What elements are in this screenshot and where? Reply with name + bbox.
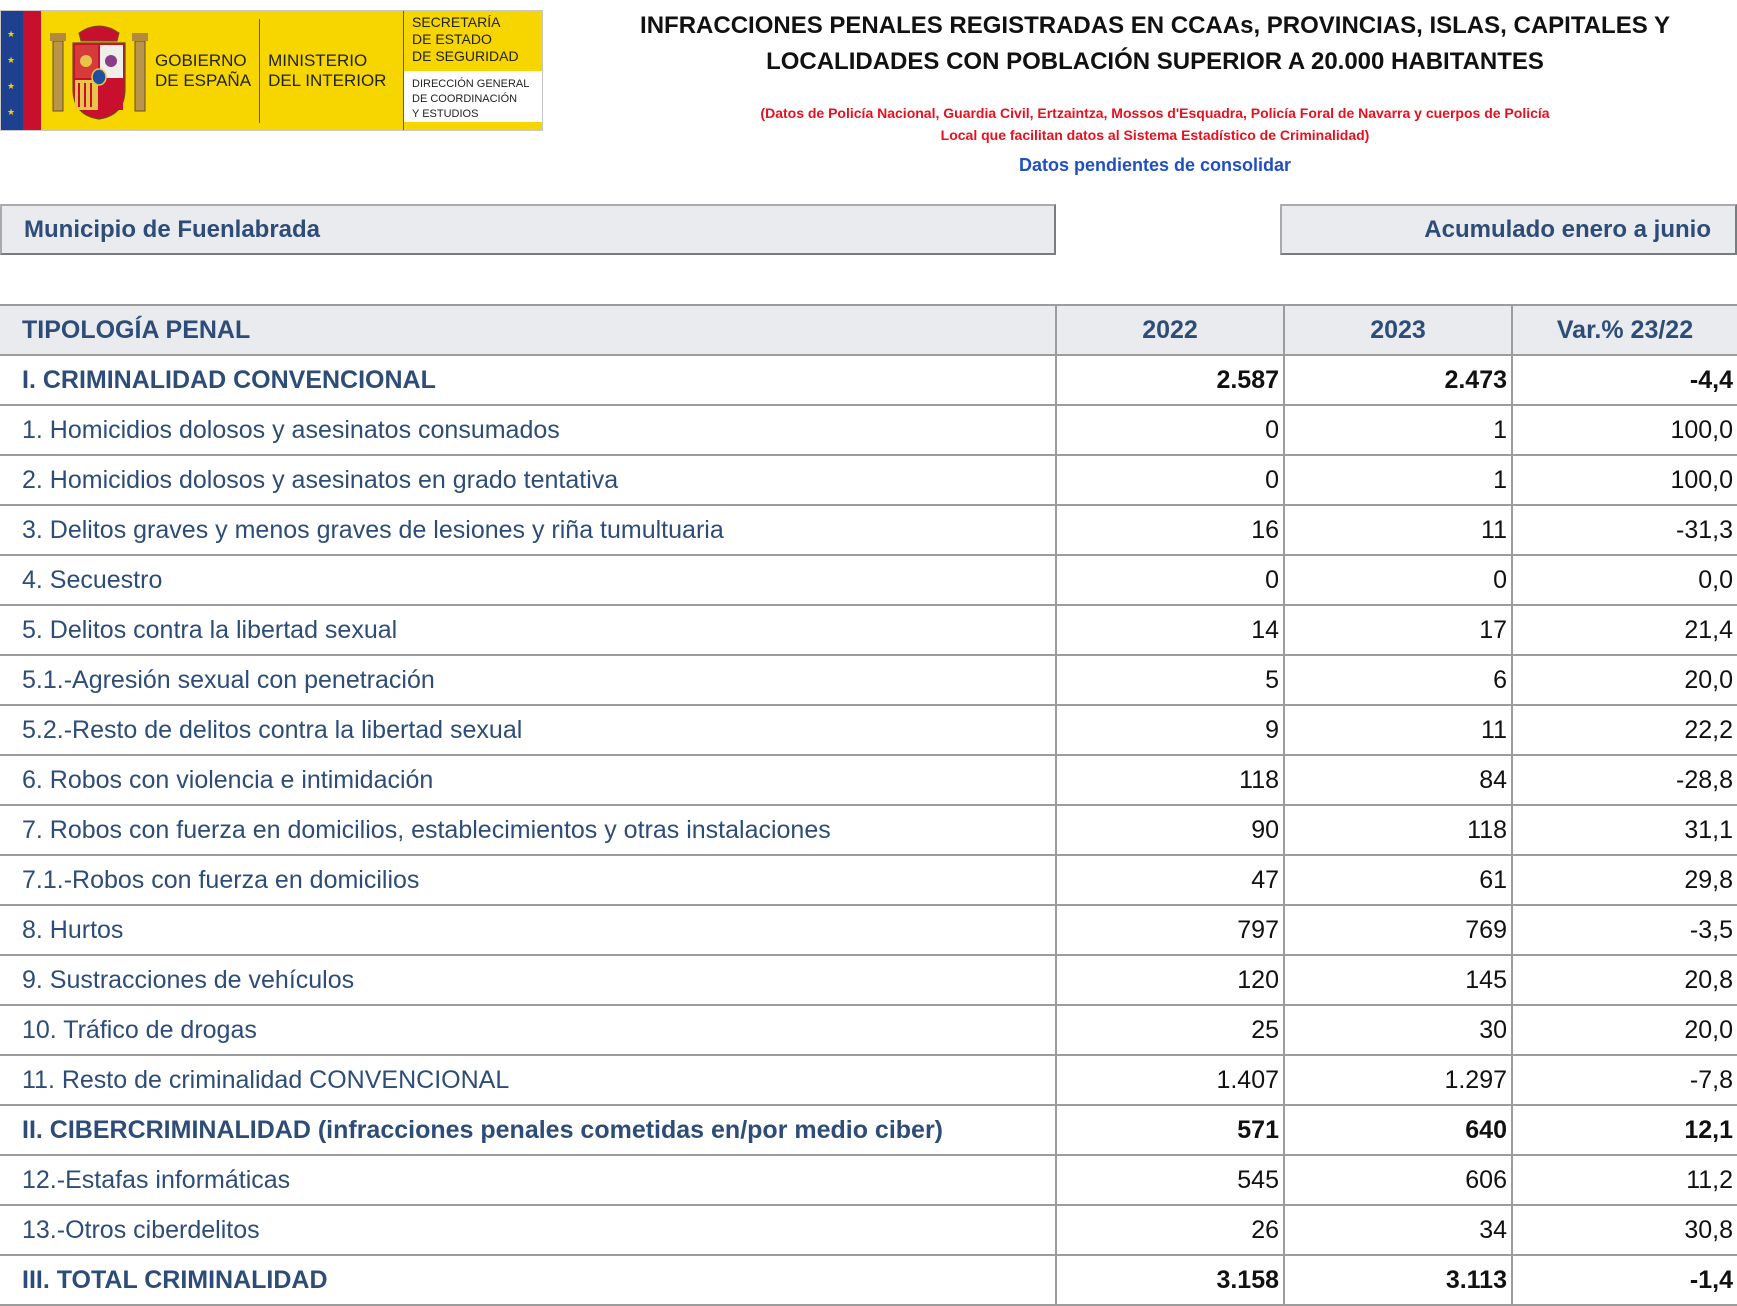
header-variation: Var.% 23/22 xyxy=(1512,305,1737,355)
header-tipologia: TIPOLOGÍA PENAL xyxy=(0,305,1056,355)
value-2022: 797 xyxy=(1056,905,1284,955)
value-2022: 545 xyxy=(1056,1155,1284,1205)
direccion-label: DIRECCIÓN GENERAL DE COORDINACIÓN Y ESTUDIOS xyxy=(404,71,542,122)
value-2022: 118 xyxy=(1056,755,1284,805)
value-variation: -7,8 xyxy=(1512,1055,1737,1105)
table-row xyxy=(0,1105,1737,1155)
row-label: 10. Tráfico de drogas xyxy=(0,1005,1056,1055)
crime-statistics-table xyxy=(0,304,1737,1306)
secretaria-block xyxy=(403,11,542,130)
value-2022: 0 xyxy=(1056,555,1284,605)
ministerio-label: MINISTERIO DEL INTERIOR xyxy=(259,19,394,123)
municipality-box: Municipio de Fuenlabrada xyxy=(0,204,1056,255)
data-sources-note: (Datos de Policía Nacional, Guardia Civil, Ertzaintza, Mossos d'Esquadra, Policía Foral de Navarra y cuerpos de Policía Local que facilitan datos al Sistema Estadístico de Criminalidad) xyxy=(760,105,1550,143)
header-2022: 2022 xyxy=(1056,305,1284,355)
value-2023: 30 xyxy=(1284,1005,1512,1055)
value-variation: 20,0 xyxy=(1512,1005,1737,1055)
table-row xyxy=(0,805,1737,855)
row-label: 11. Resto de criminalidad CONVENCIONAL xyxy=(0,1055,1056,1105)
row-label: 4. Secuestro xyxy=(0,555,1056,605)
row-label: 13.-Otros ciberdelitos xyxy=(0,1205,1056,1255)
value-2023: 34 xyxy=(1284,1205,1512,1255)
report-title: INFRACCIONES PENALES REGISTRADAS EN CCAAs, PROVINCIAS, ISLAS, CAPITALES Y LOCALIDADES CON POBLACIÓN SUPERIOR A 20.000 HABITANTES xyxy=(640,12,1670,75)
table-row xyxy=(0,405,1737,455)
value-2022: 0 xyxy=(1056,405,1284,455)
table-row xyxy=(0,1205,1737,1255)
value-2022: 120 xyxy=(1056,955,1284,1005)
value-variation: 30,8 xyxy=(1512,1205,1737,1255)
period-box: Acumulado enero a junio xyxy=(1280,204,1737,255)
value-2023: 11 xyxy=(1284,705,1512,755)
value-2023: 1.297 xyxy=(1284,1055,1512,1105)
row-label: 5.1.-Agresión sexual con penetración xyxy=(0,655,1056,705)
value-variation: -1,4 xyxy=(1512,1255,1737,1305)
value-2023: 3.113 xyxy=(1284,1255,1512,1305)
value-2022: 25 xyxy=(1056,1005,1284,1055)
row-label: 12.-Estafas informáticas xyxy=(0,1155,1056,1205)
secretaria-label: SECRETARÍA DE ESTADO DE SEGURIDAD xyxy=(412,14,519,64)
value-2022: 2.587 xyxy=(1056,355,1284,405)
table-row xyxy=(0,705,1737,755)
coat-of-arms-icon xyxy=(49,19,149,123)
row-label: II. CIBERCRIMINALIDAD (infracciones penales cometidas en/por medio ciber) xyxy=(0,1105,1056,1155)
value-2022: 3.158 xyxy=(1056,1255,1284,1305)
table-row xyxy=(0,1255,1737,1305)
value-2022: 0 xyxy=(1056,455,1284,505)
gobierno-label: GOBIERNO DE ESPAÑA xyxy=(155,50,252,90)
table-row xyxy=(0,905,1737,955)
table-row xyxy=(0,505,1737,555)
value-2022: 47 xyxy=(1056,855,1284,905)
table-row xyxy=(0,655,1737,705)
logo-yellow-block xyxy=(41,11,403,130)
header-2023: 2023 xyxy=(1284,305,1512,355)
value-2023: 6 xyxy=(1284,655,1512,705)
row-label: 3. Delitos graves y menos graves de lesiones y riña tumultuaria xyxy=(0,505,1056,555)
table-body xyxy=(0,355,1737,1305)
table-row xyxy=(0,1055,1737,1105)
table-row xyxy=(0,355,1737,405)
table-header-row xyxy=(0,305,1737,355)
table-row xyxy=(0,855,1737,905)
spain-flag-stripe xyxy=(23,11,41,130)
table-row xyxy=(0,455,1737,505)
value-2023: 1 xyxy=(1284,405,1512,455)
value-2023: 1 xyxy=(1284,455,1512,505)
value-2023: 0 xyxy=(1284,555,1512,605)
government-logo xyxy=(0,10,543,131)
row-label: 5.2.-Resto de delitos contra la libertad sexual xyxy=(0,705,1056,755)
value-2022: 9 xyxy=(1056,705,1284,755)
value-2023: 17 xyxy=(1284,605,1512,655)
table-row xyxy=(0,955,1737,1005)
row-label: 6. Robos con violencia e intimidación xyxy=(0,755,1056,805)
value-2023: 769 xyxy=(1284,905,1512,955)
row-label: 7.1.-Robos con fuerza en domicilios xyxy=(0,855,1056,905)
table-row xyxy=(0,1155,1737,1205)
value-variation: 20,8 xyxy=(1512,955,1737,1005)
value-variation: 11,2 xyxy=(1512,1155,1737,1205)
value-variation: 12,1 xyxy=(1512,1105,1737,1155)
value-variation: 0,0 xyxy=(1512,555,1737,605)
table-row xyxy=(0,605,1737,655)
value-variation: -31,3 xyxy=(1512,505,1737,555)
value-2023: 606 xyxy=(1284,1155,1512,1205)
value-variation: -4,4 xyxy=(1512,355,1737,405)
value-2022: 14 xyxy=(1056,605,1284,655)
table-row xyxy=(0,755,1737,805)
row-label: 7. Robos con fuerza en domicilios, establecimientos y otras instalaciones xyxy=(0,805,1056,855)
value-variation: 21,4 xyxy=(1512,605,1737,655)
value-2023: 84 xyxy=(1284,755,1512,805)
value-2022: 571 xyxy=(1056,1105,1284,1155)
value-2023: 11 xyxy=(1284,505,1512,555)
row-label: 9. Sustracciones de vehículos xyxy=(0,955,1056,1005)
row-label: 2. Homicidios dolosos y asesinatos en grado tentativa xyxy=(0,455,1056,505)
value-variation: 100,0 xyxy=(1512,405,1737,455)
value-variation: 100,0 xyxy=(1512,455,1737,505)
value-2022: 5 xyxy=(1056,655,1284,705)
value-2022: 90 xyxy=(1056,805,1284,855)
table-row xyxy=(0,1005,1737,1055)
value-variation: 22,2 xyxy=(1512,705,1737,755)
row-label: 8. Hurtos xyxy=(0,905,1056,955)
value-variation: 31,1 xyxy=(1512,805,1737,855)
value-variation: 29,8 xyxy=(1512,855,1737,905)
row-label: 1. Homicidios dolosos y asesinatos consumados xyxy=(0,405,1056,455)
value-variation: -28,8 xyxy=(1512,755,1737,805)
table-row xyxy=(0,555,1737,605)
eu-flag-icon: ★ ★ ★ ★ xyxy=(1,11,23,130)
row-label: 5. Delitos contra la libertad sexual xyxy=(0,605,1056,655)
value-2023: 145 xyxy=(1284,955,1512,1005)
pending-note: Datos pendientes de consolidar xyxy=(1018,155,1292,175)
value-2022: 16 xyxy=(1056,505,1284,555)
value-2022: 1.407 xyxy=(1056,1055,1284,1105)
value-2023: 640 xyxy=(1284,1105,1512,1155)
value-2023: 61 xyxy=(1284,855,1512,905)
row-label: I. CRIMINALIDAD CONVENCIONAL xyxy=(0,355,1056,405)
row-label: III. TOTAL CRIMINALIDAD xyxy=(0,1255,1056,1305)
value-2022: 26 xyxy=(1056,1205,1284,1255)
value-2023: 2.473 xyxy=(1284,355,1512,405)
value-variation: 20,0 xyxy=(1512,655,1737,705)
value-variation: -3,5 xyxy=(1512,905,1737,955)
value-2023: 118 xyxy=(1284,805,1512,855)
